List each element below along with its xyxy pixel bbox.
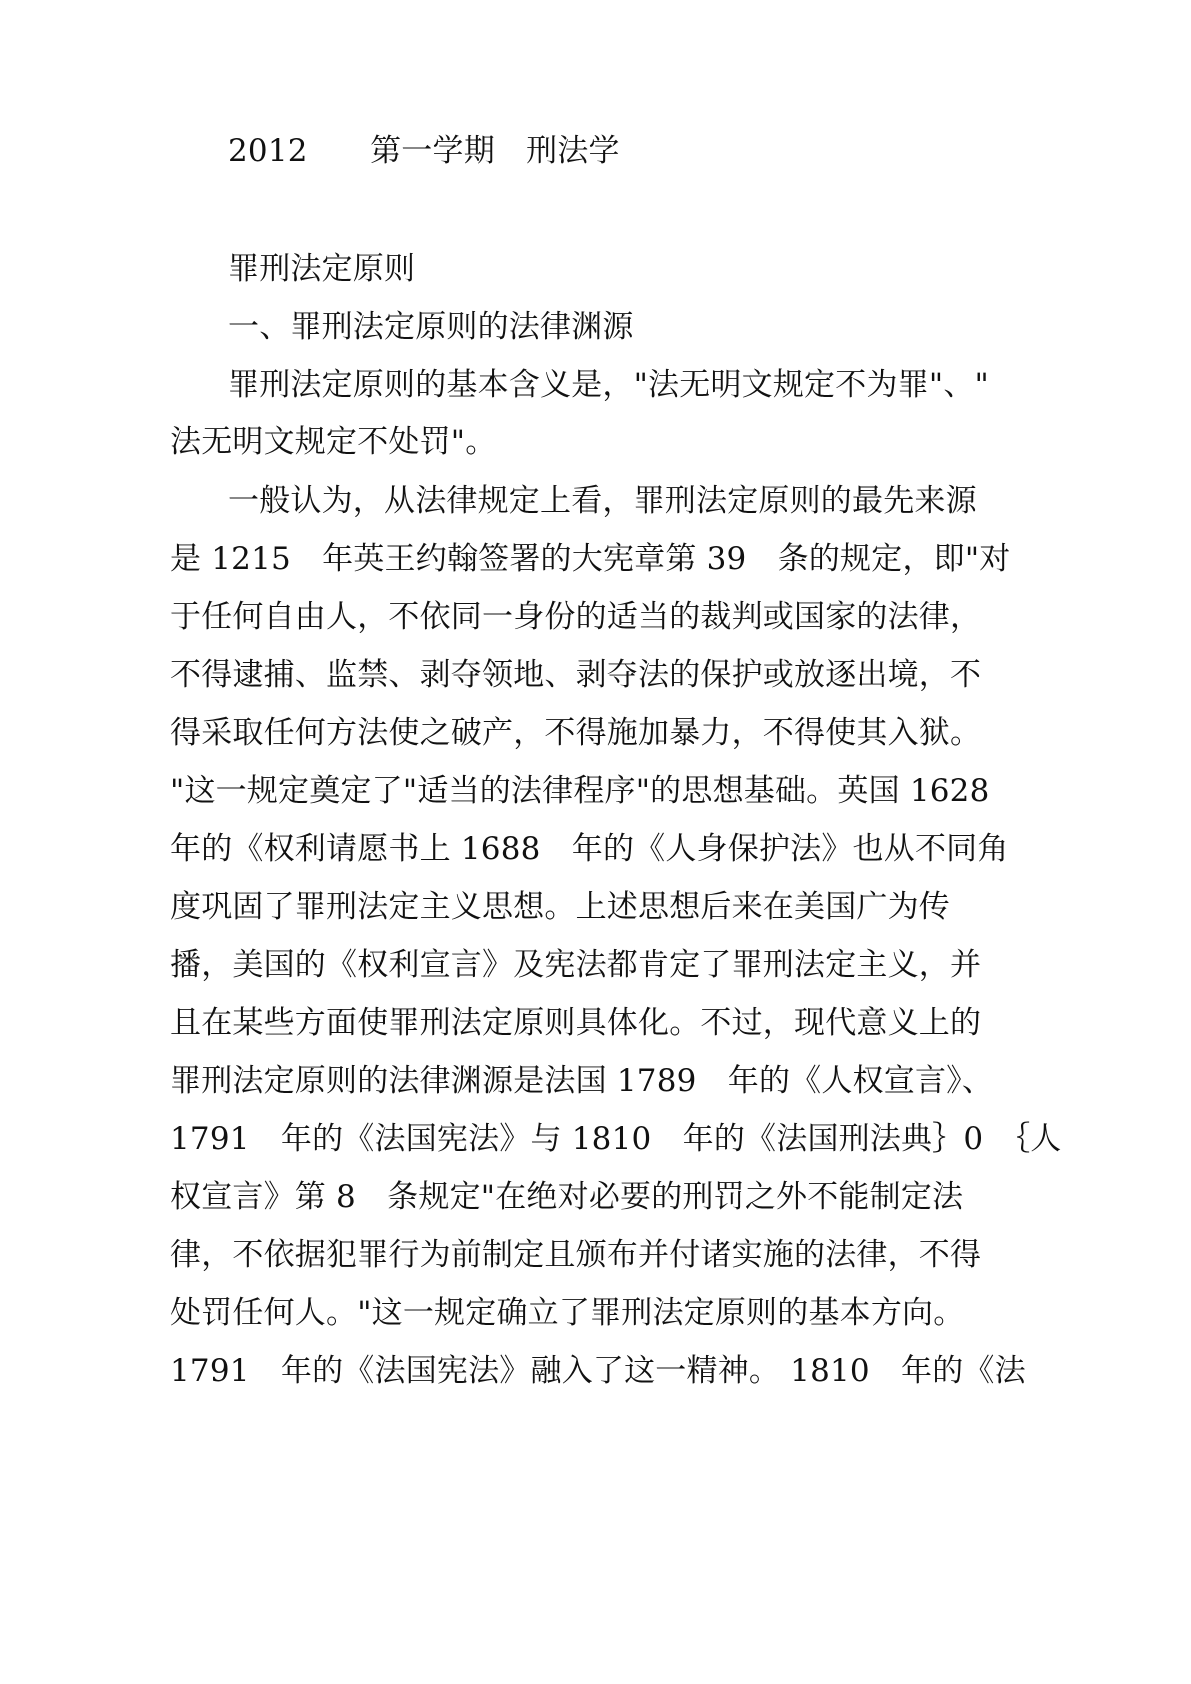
body-line: 1791 年的《法国宪法》融入了这一精神。 1810 年的《法 bbox=[170, 1353, 1026, 1389]
body-line: 处罚任何人。"这一规定确立了罪刑法定原则的基本方向。 bbox=[170, 1295, 965, 1331]
body-line: 且在某些方面使罪刑法定原则具体化。不过，现代意义上的 bbox=[170, 1005, 982, 1041]
body-line: 度巩固了罪刑法定主义思想。上述思想后来在美国广为传 bbox=[170, 889, 950, 925]
document-header-title: 2012 第一学期 刑法学 bbox=[228, 133, 620, 169]
body-line: 不得逮捕、监禁、剥夺领地、剥夺法的保护或放逐出境，不 bbox=[170, 657, 982, 693]
body-line: 罪刑法定原则的法律渊源是法国 1789 年的《人权宣言》、 bbox=[170, 1063, 994, 1099]
body-line: 是 1215 年英王约翰签署的大宪章第 39 条的规定，即"对 bbox=[170, 541, 1011, 577]
body-line: 律，不依据犯罪行为前制定且颁布并付诸实施的法律，不得 bbox=[170, 1237, 982, 1273]
body-line: 一般认为，从法律规定上看，罪刑法定原则的最先来源 bbox=[228, 483, 977, 519]
body-line: 1791 年的《法国宪法》与 1810 年的《法国刑法典｝0 ｛人 bbox=[170, 1121, 1062, 1157]
section-title: 罪刑法定原则 bbox=[228, 251, 416, 287]
body-line: 年的《权利请愿书上 1688 年的《人身保护法》也从不同角 bbox=[170, 831, 1009, 867]
body-line: "这一规定奠定了"适当的法律程序"的思想基础。英国 1628 bbox=[170, 773, 990, 809]
subsection-title: 一、罪刑法定原则的法律渊源 bbox=[228, 309, 634, 345]
body-line: 播，美国的《权利宣言》及宪法都肯定了罪刑法定主义，并 bbox=[170, 947, 982, 983]
body-line: 权宣言》第 8 条规定"在绝对必要的刑罚之外不能制定法 bbox=[170, 1179, 964, 1215]
body-line: 罪刑法定原则的基本含义是，"法无明文规定不为罪"、" bbox=[228, 367, 989, 403]
body-line: 得采取任何方法使之破产，不得施加暴力，不得使其入狱。 bbox=[170, 715, 982, 751]
body-line: 法无明文规定不处罚"。 bbox=[170, 424, 497, 460]
body-line: 于任何自由人，不依同一身份的适当的裁判或国家的法律， bbox=[170, 599, 982, 635]
